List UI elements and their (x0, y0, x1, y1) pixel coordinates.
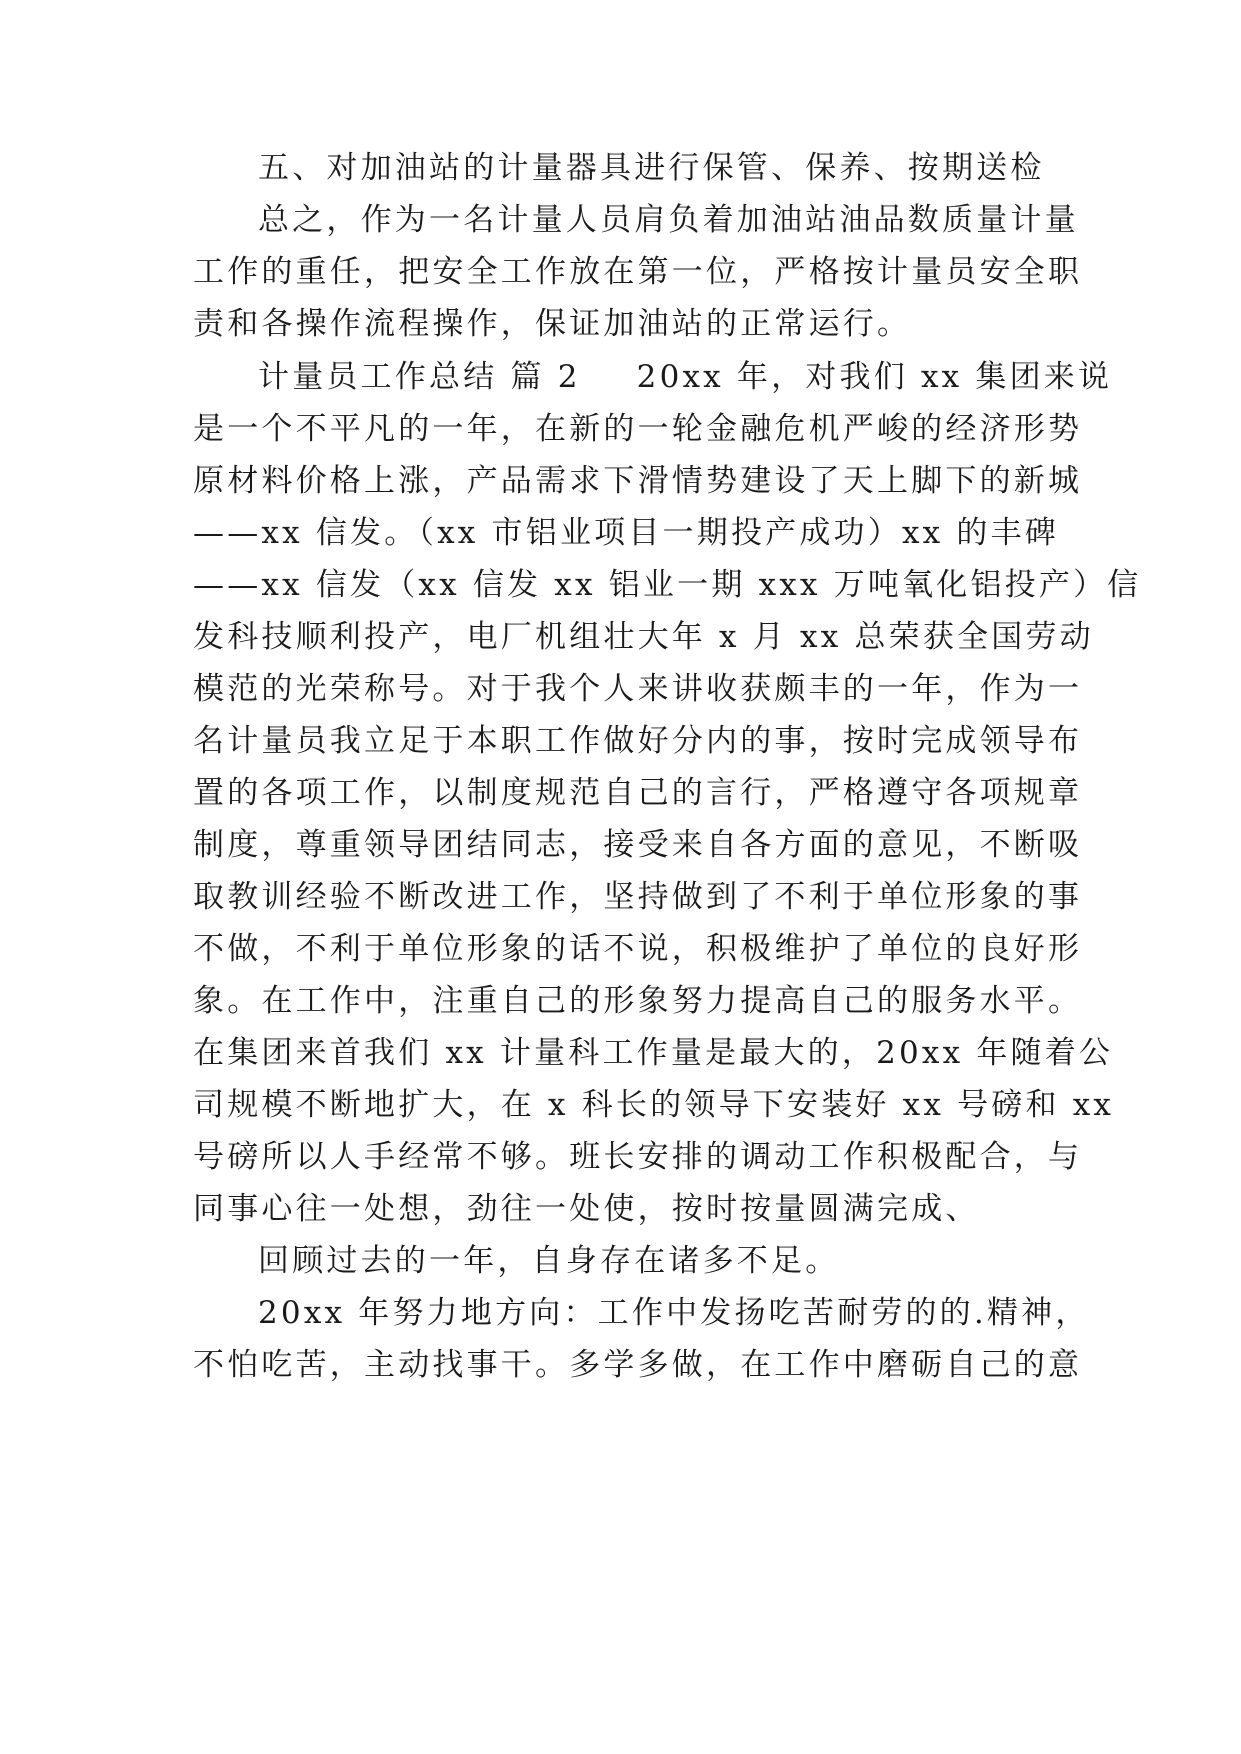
body-line: 责和各操作流程操作，保证加油站的正常运行。 (193, 306, 912, 342)
body-line: ——xx 信发。（xx 市铝业项目一期投产成功）xx 的丰碑 (193, 515, 1059, 551)
section-heading: 计量员工作总结 篇 2 (258, 359, 581, 395)
body-line: 司规模不断地扩大，在 x 科长的领导下安装好 xx 号磅和 xx (193, 1087, 1115, 1123)
body-line: 象。在工作中，注重自己的形象努力提高自己的服务水平。 (193, 983, 1083, 1019)
body-line: 制度，尊重领导团结同志，接受来自各方面的意见，不断吸 (193, 827, 1083, 863)
body-line: 不做，不利于单位形象的话不说，积极维护了单位的良好形 (193, 931, 1083, 967)
body-line: 20xx 年努力地方向：工作中发扬吃苦耐劳的的.精神， (258, 1295, 1090, 1331)
body-line: 置的各项工作，以制度规范自己的言行，严格遵守各项规章 (193, 775, 1083, 811)
body-line: 总之，作为一名计量人员肩负着加油站油品数质量计量 (258, 202, 1079, 238)
body-line: 取教训经验不断改进工作，坚持做到了不利于单位形象的事 (193, 879, 1083, 915)
body-line: ——xx 信发（xx 信发 xx 铝业一期 xxx 万吨氧化铝投产）信 (193, 567, 1142, 603)
body-line: 不怕吃苦，主动找事干。多学多做，在工作中磨砺自己的意 (193, 1347, 1083, 1383)
section-heading-line (0, 357, 1241, 397)
body-line: 工作的重任，把安全工作放在第一位，严格按计量员安全职 (193, 254, 1083, 290)
body-line: 是一个不平凡的一年，在新的一轮金融危机严峻的经济形势 (193, 411, 1083, 447)
body-line: 回顾过去的一年，自身存在诸多不足。 (258, 1243, 840, 1279)
body-line: 在集团来首我们 xx 计量科工作量是最大的，20xx 年随着公 (193, 1035, 1114, 1071)
body-line: 模范的光荣称号。对于我个人来讲收获颇丰的一年，作为一 (193, 671, 1083, 707)
body-text: 20xx 年，对我们 xx 集团来说 (636, 359, 1113, 395)
body-line: 同事心往一处想，劲往一处使，按时按量圆满完成、 (193, 1191, 980, 1227)
body-line: 号磅所以人手经常不够。班长安排的调动工作积极配合，与 (193, 1139, 1083, 1175)
body-line: 五、对加油站的计量器具进行保管、保养、按期送检 (258, 150, 1045, 186)
body-line: 原材料价格上涨，产品需求下滑情势建设了天上脚下的新城 (193, 463, 1083, 499)
body-line: 名计量员我立足于本职工作做好分内的事，按时完成领导布 (193, 723, 1083, 759)
body-line: 发科技顺利投产，电厂机组壮大年 x 月 xx 总荣获全国劳动 (193, 619, 1094, 655)
